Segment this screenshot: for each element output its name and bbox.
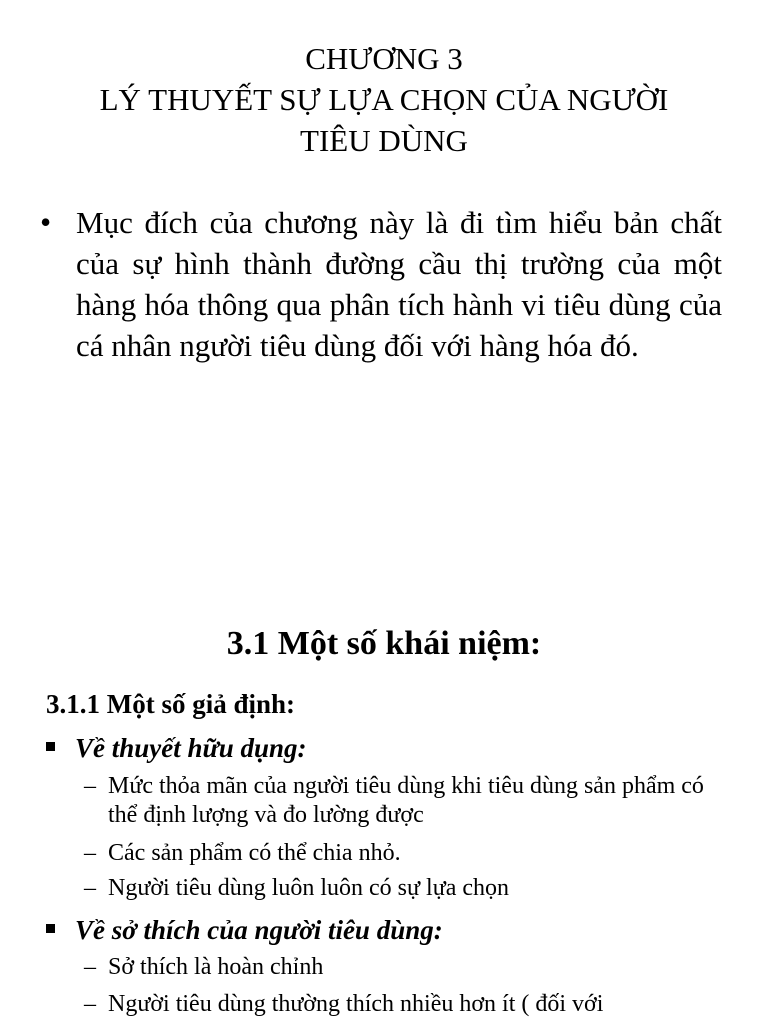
list-item — [84, 990, 724, 1019]
chapter-title — [0, 38, 768, 161]
square-bullet-icon — [46, 742, 55, 751]
dash-icon: – — [84, 954, 96, 980]
section-heading: 3.1 Một số khái niệm: — [226, 625, 542, 662]
list-item-text: Sở thích là hoàn chỉnh — [108, 954, 324, 980]
dash-icon: – — [84, 840, 96, 866]
topic-preferences — [46, 912, 443, 948]
chapter-title-line-2: TIÊU DÙNG — [300, 123, 468, 158]
topic-label: Về sở thích của người tiêu dùng: — [75, 915, 443, 945]
list-item-text: Người tiêu dùng luôn luôn có sự lựa chọn — [108, 875, 510, 901]
square-bullet-icon — [46, 924, 55, 933]
topic-label: Về thuyết hữu dụng: — [75, 733, 307, 763]
sub-heading: 3.1.1 Một số giả định: — [46, 689, 296, 719]
purpose-text: Mục đích của chương này là đi tìm hiểu bản chất của sự hình thành đường cầu thị trường của một hàng hóa thông qua phân tích hành vi tiêu dùng của cá nhân người tiêu dùng đối với hàng hóa đó. — [76, 205, 722, 363]
dash-icon: – — [84, 875, 96, 901]
slide-2 — [0, 540, 768, 1024]
list-item — [84, 772, 724, 830]
chapter-number: CHƯƠNG 3 — [305, 41, 463, 76]
list-item — [84, 953, 724, 982]
list-item — [84, 874, 724, 903]
chapter-title-line-1: LÝ THUYẾT SỰ LỰA CHỌN CỦA NGƯỜI — [99, 82, 669, 117]
purpose-bullet — [40, 202, 722, 366]
topic-utility — [46, 730, 306, 766]
list-item-text: Người tiêu dùng thường thích nhiều hơn ít ( đối với — [108, 991, 604, 1017]
dash-icon: – — [84, 991, 96, 1017]
list-item-text: Các sản phẩm có thể chia nhỏ. — [108, 840, 401, 866]
bullet-dot-icon: • — [40, 204, 52, 240]
list-item — [84, 839, 724, 868]
dash-icon: – — [84, 773, 96, 799]
list-item-text: Mức thỏa mãn của người tiêu dùng khi tiêu dùng sản phẩm có thể định lượng và đo lường được — [108, 773, 704, 828]
